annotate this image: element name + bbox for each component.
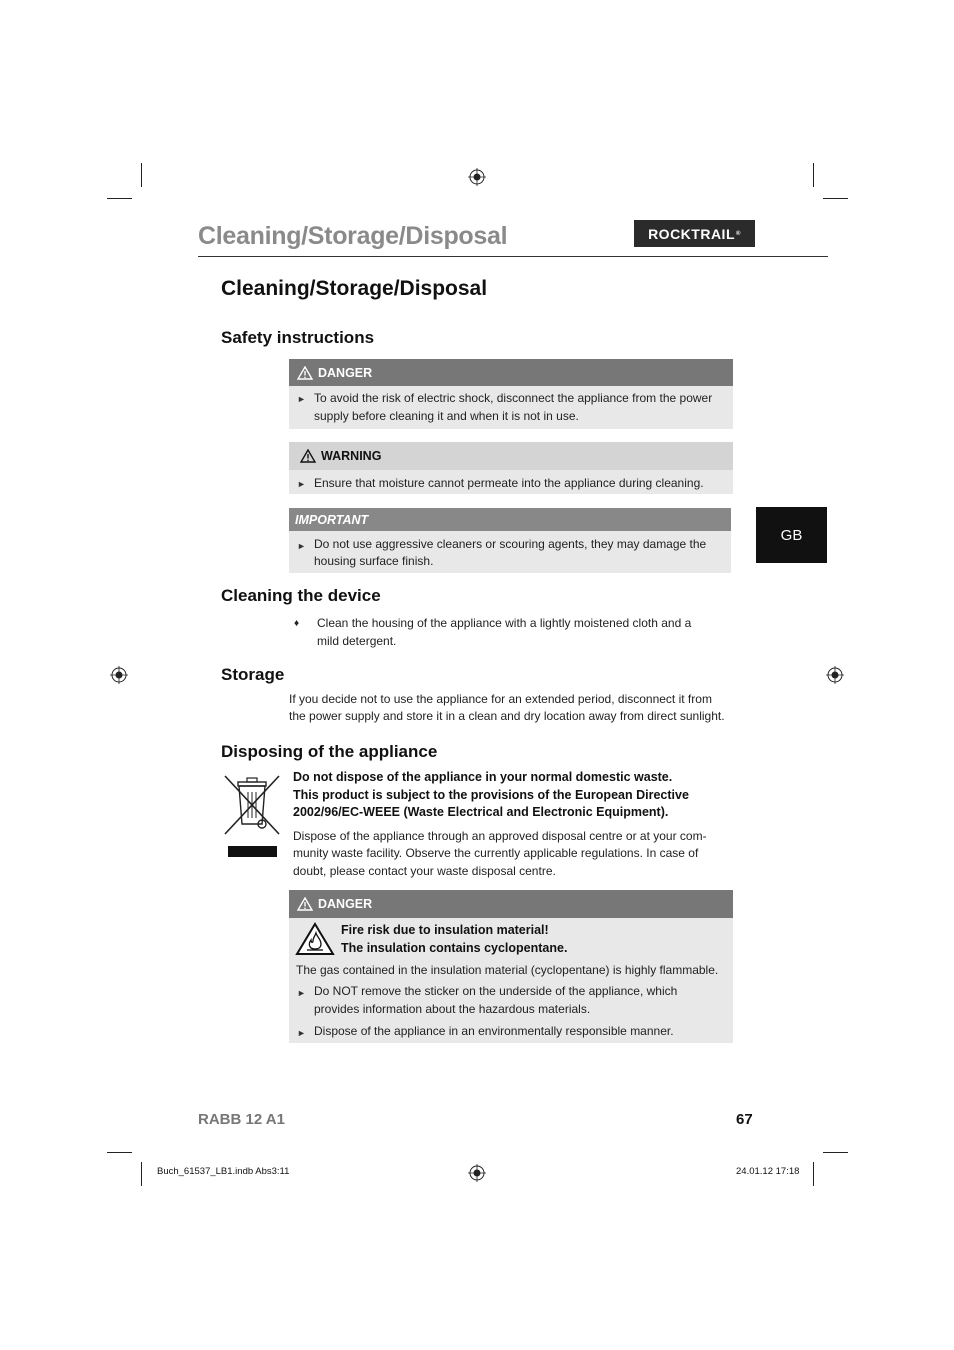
warning-header <box>289 442 733 470</box>
disposal-text-line: munity waste facility. Observe the currently applicable regulations. In case of <box>293 846 699 860</box>
registration-mark-icon <box>468 168 486 186</box>
fire-risk-bullet-line: Dispose of the appliance in an environmentally responsible manner. <box>314 1024 674 1038</box>
cleaning-text-line: mild detergent. <box>317 634 397 648</box>
flammable-warning-icon <box>295 922 335 956</box>
fire-risk-title: Fire risk due to insulation material! <box>341 923 549 937</box>
crop-mark <box>107 1152 132 1153</box>
brand-registered-mark: ® <box>736 230 741 237</box>
important-text-line: housing surface finish. <box>314 554 434 568</box>
fire-danger-box <box>289 890 733 1043</box>
print-file-info: Buch_61537_LB1.indb Abs3:11 <box>157 1166 290 1177</box>
footer-model: RABB 12 A1 <box>198 1111 285 1128</box>
disposal-heading: Disposing of the appliance <box>221 742 438 761</box>
bullet-arrow-icon: ► <box>297 1028 306 1038</box>
crop-mark <box>141 1162 142 1186</box>
disposal-text-line: doubt, please contact your waste disposal centre. <box>293 864 556 878</box>
weee-crossed-bin-icon <box>222 772 282 860</box>
fire-risk-title: The insulation contains cyclopentane. <box>341 941 568 955</box>
bullet-arrow-icon: ► <box>297 394 306 404</box>
storage-text-line: the power supply and store it in a clean and dry location away from direct sunlight. <box>289 709 725 723</box>
warning-box <box>289 442 733 494</box>
disposal-bold-line: This product is subject to the provisions of the European Directive <box>293 788 689 802</box>
danger-header <box>289 359 733 386</box>
important-text-line: Do not use aggressive cleaners or scouring agents, they may damage the <box>314 537 707 551</box>
storage-heading: Storage <box>221 665 285 684</box>
registration-mark-icon <box>110 666 128 684</box>
print-datetime: 24.01.12 17:18 <box>736 1166 800 1177</box>
header-title: Cleaning/Storage/Disposal <box>198 222 508 250</box>
storage-text-line: If you decide not to use the appliance for an extended period, disconnect it from <box>289 692 712 706</box>
bullet-arrow-icon: ► <box>297 541 306 551</box>
header-rule <box>198 256 828 257</box>
warning-triangle-icon <box>297 897 313 911</box>
disposal-text-line: Dispose of the appliance through an approved disposal centre or at your com- <box>293 829 707 843</box>
cleaning-heading: Cleaning the device <box>221 586 381 605</box>
page-title: Cleaning/Storage/Disposal <box>221 277 488 300</box>
warning-label: WARNING <box>321 449 382 463</box>
warning-text-line: Ensure that moisture cannot permeate into the appliance during cleaning. <box>314 476 704 490</box>
important-label: IMPORTANT <box>295 512 369 527</box>
warning-triangle-icon <box>300 449 316 463</box>
danger-text-line: supply before cleaning it and when it is not in use. <box>314 409 579 423</box>
danger-text-line: To avoid the risk of electric shock, disconnect the appliance from the power <box>314 391 713 405</box>
bullet-diamond-icon: ♦ <box>294 618 300 629</box>
fire-risk-text: The gas contained in the insulation material (cyclopentane) is highly flammable. <box>296 963 719 977</box>
warning-triangle-icon <box>297 366 313 380</box>
crop-mark <box>141 163 142 187</box>
crop-mark <box>107 198 132 199</box>
fire-risk-bullet-line: Do NOT remove the sticker on the underside of the appliance, which <box>314 984 678 998</box>
danger-label: DANGER <box>318 897 373 911</box>
registration-mark-icon <box>826 666 844 684</box>
crop-mark <box>823 1152 848 1153</box>
page-number: 67 <box>736 1111 753 1128</box>
cleaning-text-line: Clean the housing of the appliance with a lightly moistened cloth and a <box>317 616 692 630</box>
language-tab: GB <box>756 507 827 563</box>
crop-mark <box>823 198 848 199</box>
disposal-bold-line: Do not dispose of the appliance in your normal domestic waste. <box>293 770 673 784</box>
registration-mark-icon <box>468 1164 486 1182</box>
crop-mark <box>813 1162 814 1186</box>
safety-heading: Safety instructions <box>221 328 375 347</box>
danger-header <box>289 890 733 918</box>
fire-risk-bullet-line: provides information about the hazardous materials. <box>314 1002 591 1016</box>
brand-name: ROCKTRAIL <box>648 225 735 242</box>
important-box <box>289 508 731 573</box>
bullet-arrow-icon: ► <box>297 988 306 998</box>
important-header <box>289 508 731 531</box>
danger-label: DANGER <box>318 365 373 380</box>
bullet-arrow-icon: ► <box>297 479 306 489</box>
disposal-bold-line: 2002/96/EC-WEEE (Waste Electrical and Electronic Equipment). <box>293 805 669 819</box>
crop-mark <box>813 163 814 187</box>
brand-logo <box>634 220 755 247</box>
danger-box <box>289 359 733 429</box>
